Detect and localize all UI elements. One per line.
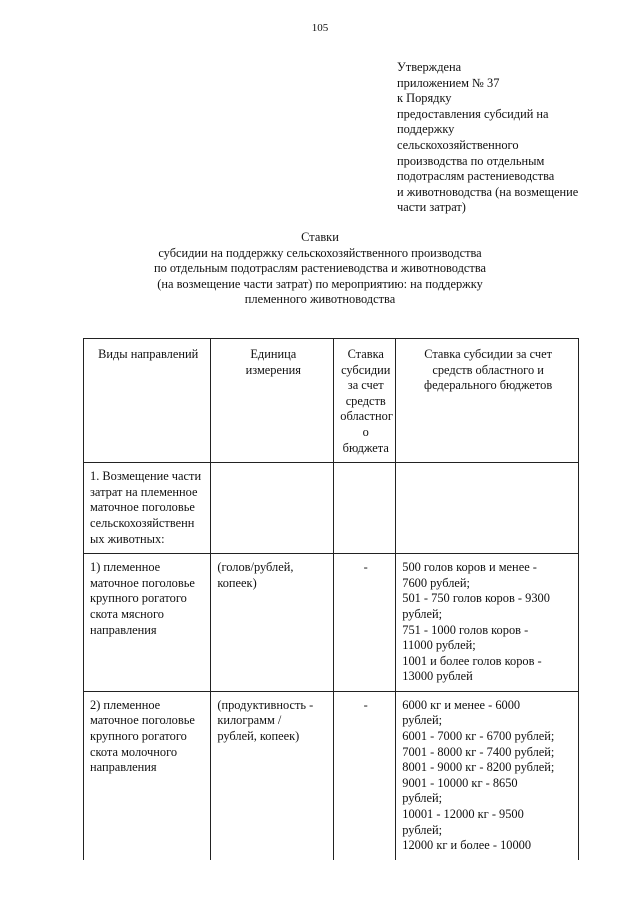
cell-unit [211,463,334,554]
subsidy-rates-table [83,338,579,860]
cell-direction: 1. Возмещение части затрат на племенное маточное поголовье сельскохозяйственн ых животных: [84,463,211,554]
approval-line: поддержку [397,122,455,137]
cell-combined-rate [396,463,579,554]
approval-line: производства по отдельным [397,153,545,168]
approval-line: и животноводства (на возмещение [397,184,579,199]
cell-unit: (продуктивность - килограмм / рублей, копеек) [211,691,334,859]
approval-line: части затрат) [397,200,466,215]
table-row [84,554,579,692]
page-number: 105 [311,22,329,34]
approval-line: Утверждена [397,60,462,74]
title-line: племенного животноводства [244,292,396,307]
approval-line: к Порядку [397,91,452,106]
header-regional-rate: Ставка субсидии за счет средств областног о бюджета [334,339,396,463]
header-directions: Виды направлений [84,339,211,463]
cell-regional-rate: - [334,691,396,859]
cell-direction: 1) племенное маточное поголовье крупного рогатого скота мясного направления [84,554,211,692]
document-title [0,230,640,308]
approval-stamp [397,60,597,216]
header-combined-rate: Ставка субсидии за счет средств областного и федерального бюджетов [396,339,579,463]
cell-unit: (голов/рублей, копеек) [211,554,334,692]
title-line: по отдельным подотраслям растениеводства и животноводства [153,261,487,276]
approval-line: приложением № 37 [397,75,500,90]
title-line: субсидии на поддержку сельскохозяйственного производства [158,245,482,260]
table-row [84,463,579,554]
approval-line: сельскохозяйственного [397,137,519,152]
title-line: Ставки [301,230,339,244]
table-row [84,691,579,859]
approval-line: предоставления субсидий на [397,106,549,121]
title-line: (на возмещение части затрат) по мероприятию: на поддержку [157,276,483,291]
cell-regional-rate [334,463,396,554]
approval-line: подотраслям растениеводства [397,169,555,184]
header-unit: Единица измерения [211,339,334,463]
cell-combined-rate: 6000 кг и менее - 6000 рублей; 6001 - 7000 кг - 6700 рублей; 7001 - 8000 кг - 7400 рублей; 8001 - 9000 кг - 8200 рублей; 9001 - 10000 кг - 8650 рублей; 10001 - 12000 кг - 9500 рублей; 12000 кг и более - 10000 [396,691,579,859]
cell-regional-rate: - [334,554,396,692]
table-header-row [84,339,579,463]
cell-direction: 2) племенное маточное поголовье крупного рогатого скота молочного направления [84,691,211,859]
cell-combined-rate: 500 голов коров и менее - 7600 рублей; 501 - 750 голов коров - 9300 рублей; 751 - 1000 голов коров - 11000 рублей; 1001 и более голов коров - 13000 рублей [396,554,579,692]
